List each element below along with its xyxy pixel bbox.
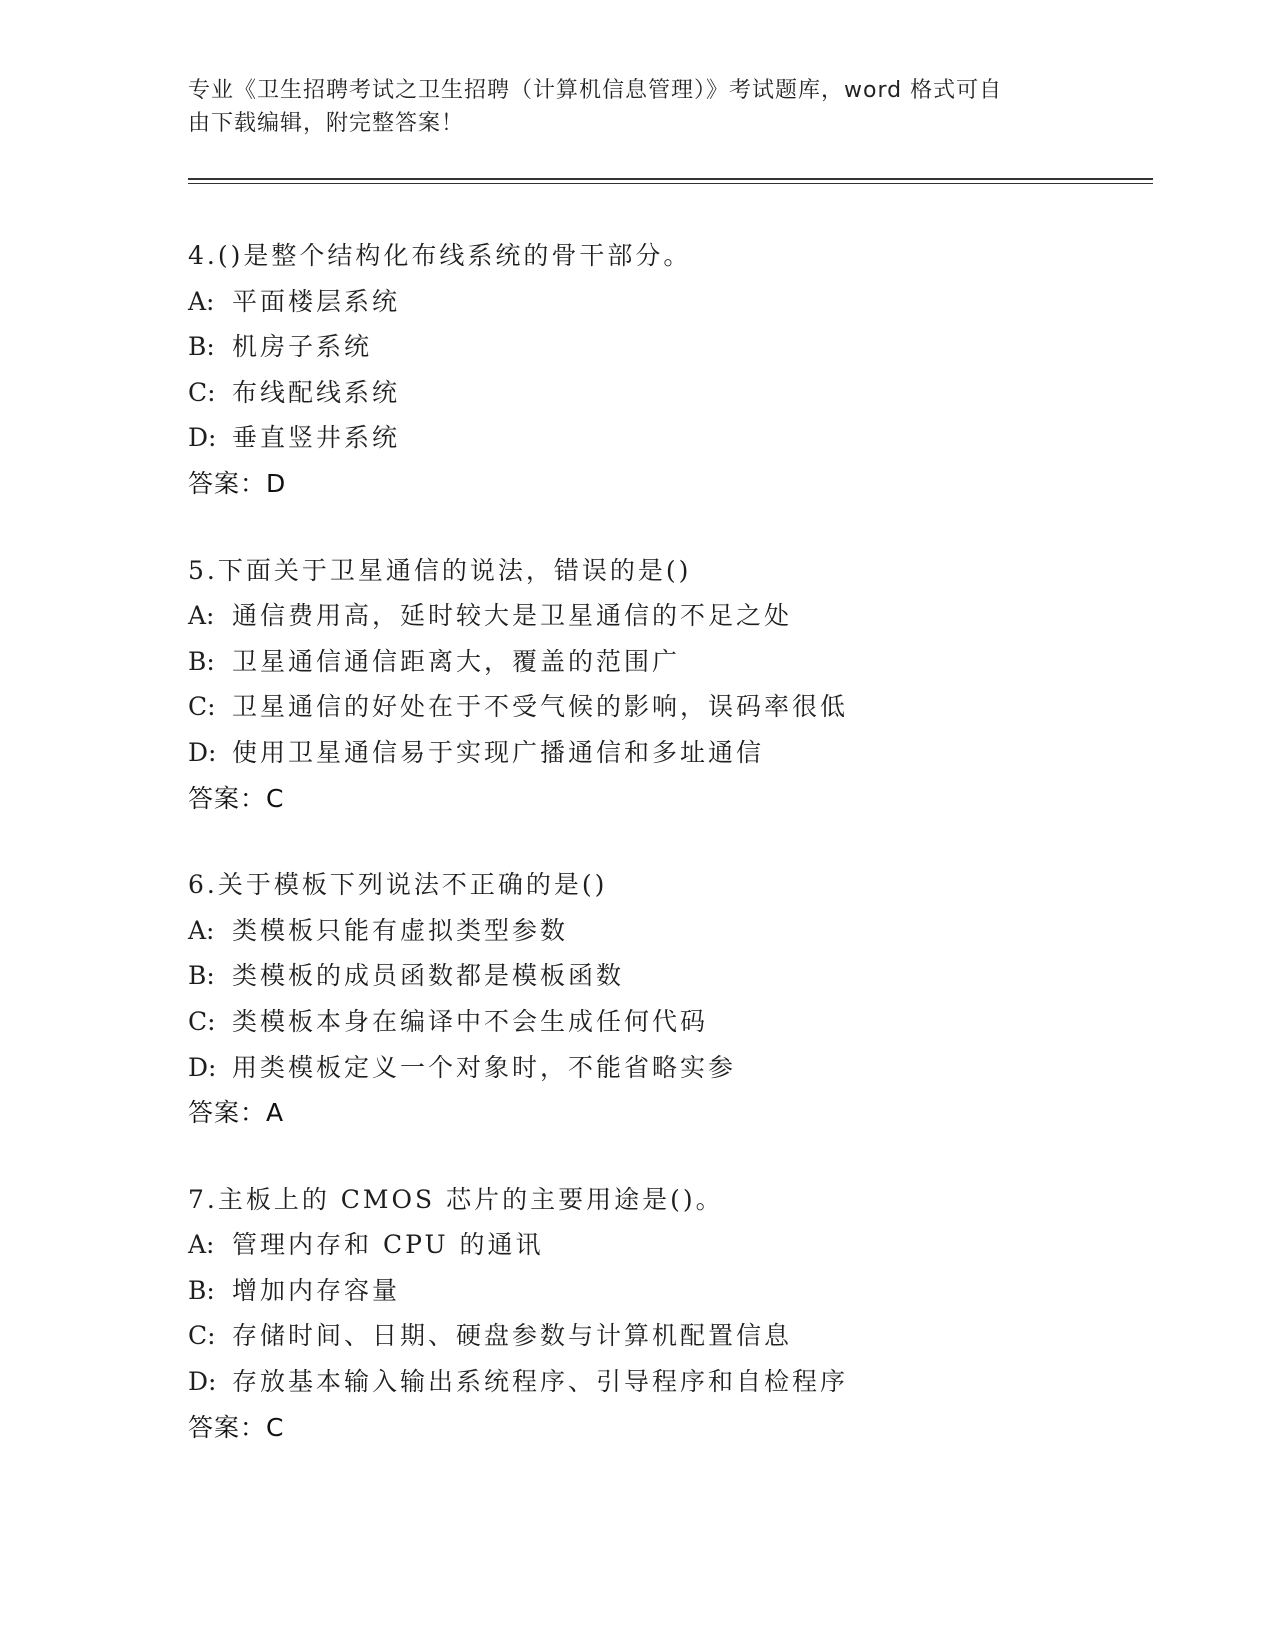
answer-label: 答案：C [188,1412,285,1442]
option-letter: A: [188,915,215,945]
option-letter: C: [188,1321,216,1351]
option-text: 使用卫星通信易于实现广播通信和多址通信 [232,737,765,767]
document-header [188,74,1088,140]
answer-label: 答案：C [188,783,285,813]
option-letter: D: [188,423,217,453]
question-7 [188,1177,1148,1451]
option-d [188,1359,1148,1405]
question-6 [188,862,1148,1136]
option-d [188,1045,1148,1091]
option-c [188,370,1148,416]
option-text: 管理内存和 CPU 的通讯 [232,1230,544,1260]
option-text: 类模板只能有虚拟类型参数 [232,915,569,945]
option-text: 存放基本输入输出系统程序、引导程序和自检程序 [232,1367,849,1397]
option-text: 卫星通信通信距离大，覆盖的范围广 [232,646,681,676]
option-c [188,684,1148,730]
option-a [188,593,1148,639]
option-letter: A: [188,286,215,316]
option-b [188,1268,1148,1314]
option-letter: D: [188,1367,217,1397]
option-letter: C: [188,692,216,722]
option-letter: C: [188,1006,216,1036]
option-text: 存储时间、日期、硬盘参数与计算机配置信息 [232,1321,793,1351]
option-text: 布线配线系统 [232,377,401,407]
option-letter: A: [188,601,215,631]
option-a [188,908,1148,954]
option-text: 类模板本身在编译中不会生成任何代码 [232,1006,709,1036]
question-4 [188,233,1148,507]
option-c [188,1313,1148,1359]
option-letter: B: [188,961,215,991]
option-text: 类模板的成员函数都是模板函数 [232,961,625,991]
option-a [188,1222,1148,1268]
option-text: 卫星通信的好处在于不受气候的影响，误码率很低 [232,692,849,722]
option-letter: B: [188,1275,215,1305]
answer-label: 答案：A [188,1098,285,1128]
option-text: 增加内存容量 [232,1275,401,1305]
option-text: 垂直竖井系统 [232,423,401,453]
question-stem: 4.()是整个结构化布线系统的骨干部分。 [188,241,692,270]
question-5 [188,548,1148,822]
option-text: 机房子系统 [232,332,373,362]
option-c [188,999,1148,1045]
option-letter: B: [188,332,215,362]
question-list [188,233,1148,1491]
option-b [188,324,1148,370]
question-stem: 5.下面关于卫星通信的说法，错误的是() [188,555,692,585]
question-stem: 6.关于模板下列说法不正确的是() [188,870,608,900]
option-b [188,953,1148,999]
question-stem: 7.主板上的 CMOS 芯片的主要用途是()。 [188,1184,724,1214]
option-letter: B: [188,646,215,676]
answer-label: 答案：D [188,468,287,498]
header-line-1: 专业《卫生招聘考试之卫生招聘（计算机信息管理）》考试题库，word 格式可自 [188,78,1003,103]
header-divider-thin [188,183,1153,184]
option-letter: D: [188,737,217,767]
header-divider-thick [188,178,1153,180]
header-line-2: 由下载编辑，附完整答案！ [188,111,465,136]
option-d [188,730,1148,776]
option-d [188,415,1148,461]
option-b [188,639,1148,685]
option-text: 用类模板定义一个对象时，不能省略实参 [232,1052,737,1082]
option-text: 平面楼层系统 [232,286,401,316]
option-letter: A: [188,1230,215,1260]
option-text: 通信费用高，延时较大是卫星通信的不足之处 [232,601,793,631]
option-a [188,279,1148,325]
option-letter: C: [188,377,216,407]
option-letter: D: [188,1052,217,1082]
